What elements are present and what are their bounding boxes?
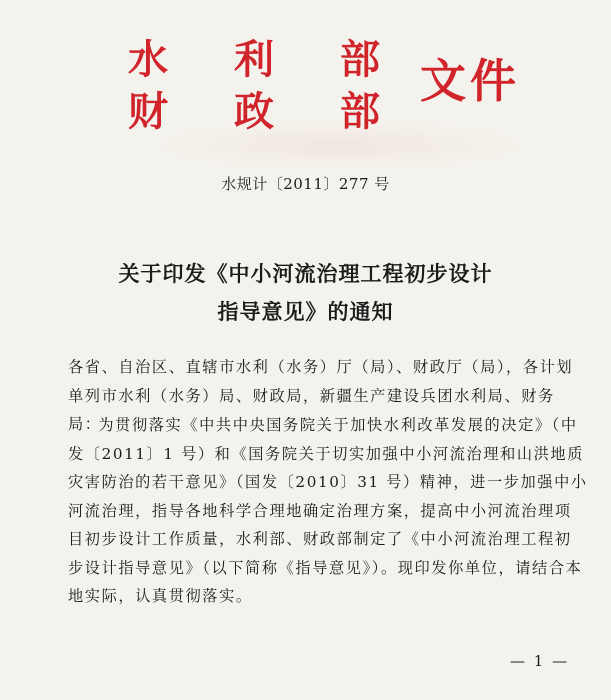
org-char: 水 bbox=[128, 36, 168, 83]
org-char: 部 bbox=[340, 36, 380, 83]
letterhead-doc-type: 文件 bbox=[420, 54, 520, 108]
document-title-line2: 指导意见》的通知 bbox=[217, 299, 394, 324]
addressee-paragraph: 各省、自治区、直辖市水利（水务）厅（局）、财政厅（局），各计划单列市水利（水务）局、财政局，新疆生产建设兵团水利局、财务局： bbox=[68, 358, 574, 433]
org-char: 财 bbox=[128, 88, 168, 135]
document-title-line1: 关于印发《中小河流治理工程初步设计 bbox=[118, 261, 493, 286]
document-number: 水规计〔2011〕277 号 bbox=[221, 175, 390, 193]
org-char: 利 bbox=[234, 36, 274, 83]
org-char: 部 bbox=[340, 88, 380, 135]
page-number: — 1 — bbox=[510, 652, 570, 670]
body-paragraph: 为贯彻落实《中共中央国务院关于加快水利改革发展的决定》（中发〔2011〕1 号）和《国务院关于切实加强中小河流治理和山洪地质灾害防治的若干意见》（国发〔2010〕31 号）精神，进一步加强中小河流治理，指导各地科学合理地确定治理方案，提高中小河流治理项目初步设计工作质量，水利部、财政部制定了《中小河流治理工程初步设计指导意见》（以下简称《指导意见》）。现印发你单位，请结合本地实际，认真贯彻落实。 bbox=[68, 416, 588, 605]
org-char: 政 bbox=[234, 88, 274, 135]
